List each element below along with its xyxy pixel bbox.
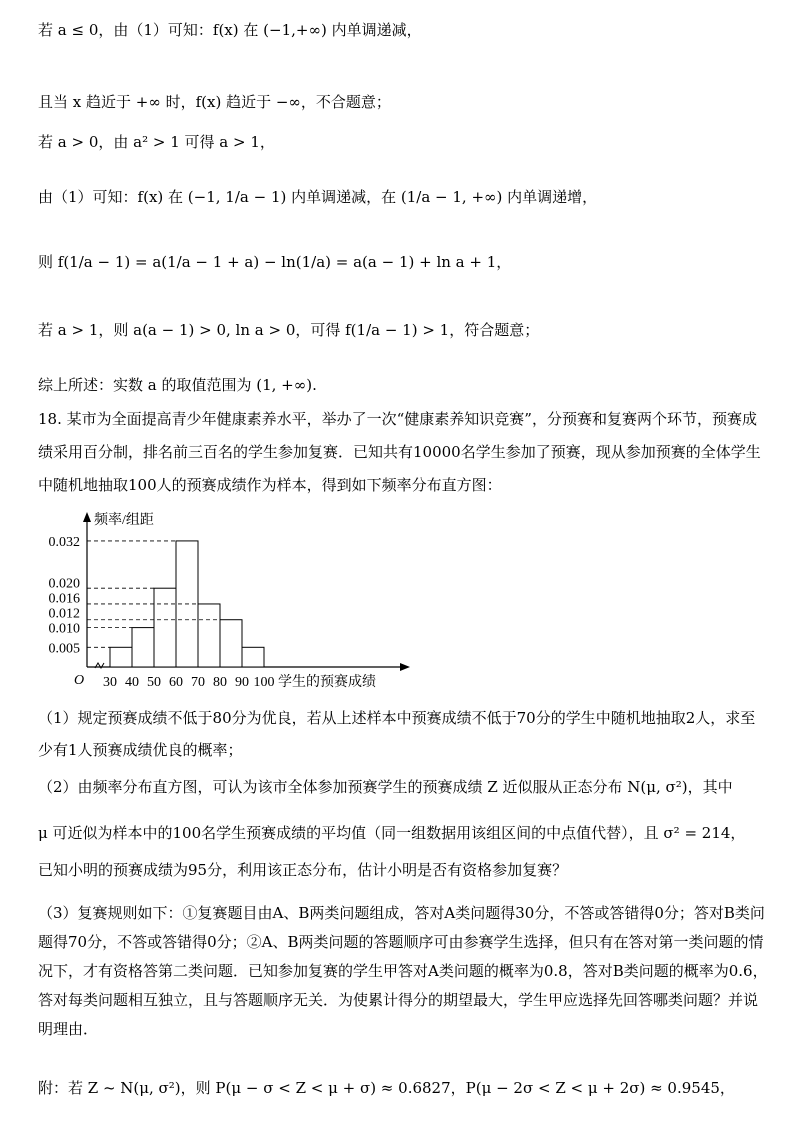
question-18-part-2a: （2）由频率分布直方图，可认为该市全体参加预赛学生的预赛成绩 Z 近似服从正态分布 N(μ, σ²)，其中 bbox=[38, 778, 733, 796]
x-tick-label: 90 bbox=[235, 675, 249, 690]
y-tick-label: 0.020 bbox=[48, 576, 80, 592]
question-18-intro: 18. 某市为全面提高青少年健康素养水平，举办了一次“健康素养知识竞赛”，分预赛和复赛两个环节，预赛成绩采用百分制，排名前三百名的学生参加复赛．已知共有10000名学生参加了预赛，现从参加预赛的全体学生中随机地抽取100人的预赛成绩作为样本，得到如下频率分布直方图： bbox=[38, 410, 761, 494]
frequency-histogram bbox=[0, 500, 420, 700]
x-tick-label: 40 bbox=[125, 675, 139, 690]
y-tick-label: 0.012 bbox=[48, 606, 80, 622]
x-tick-label: 50 bbox=[147, 675, 161, 690]
y-axis-label: 频率/组距 bbox=[94, 513, 154, 528]
appendix-note: 附：若 Z ~ N(μ, σ²)，则 P(μ − σ < Z < μ + σ) ≈ 0.6827，P(μ − 2σ < Z < μ + 2σ) ≈ 0.9545， bbox=[38, 1079, 735, 1097]
histogram-bar bbox=[198, 604, 220, 667]
text-line: 若 a > 1，则 a(a − 1) > 0, ln a > 0，可得 f(1/a − 1) > 1，符合题意； bbox=[38, 321, 540, 339]
text-line: 则 f(1/a − 1) = a(1/a − 1 + a) − ln(1/a) = a(a − 1) + ln a + 1， bbox=[38, 253, 512, 271]
text-line: 若 a ≤ 0，由（1）可知：f(x) 在 (−1,+∞) 内单调递减， bbox=[38, 21, 422, 39]
x-axis-label: 学生的预赛成绩 bbox=[278, 675, 376, 690]
x-tick-label: 70 bbox=[191, 675, 205, 690]
text-line: 由（1）可知：f(x) 在 (−1, 1/a − 1) 内单调递减，在 (1/a − 1, +∞) 内单调递增， bbox=[38, 188, 598, 206]
x-tick-label: 60 bbox=[169, 675, 183, 690]
histogram-bar bbox=[132, 628, 154, 667]
y-tick-label: 0.005 bbox=[48, 641, 80, 657]
histogram-bar bbox=[220, 620, 242, 667]
question-18-part-1: （1）规定预赛成绩不低于80分为优良，若从上述样本中预赛成绩不低于70分的学生中随机地抽取2人，求至少有1人预赛成绩优良的概率； bbox=[38, 709, 756, 759]
y-tick-label: 0.032 bbox=[48, 534, 80, 550]
x-axis-arrow-icon bbox=[400, 663, 410, 671]
histogram-bar bbox=[242, 647, 264, 667]
question-18-part-2c: 已知小明的预赛成绩为95分，利用该正态分布，估计小明是否有资格参加复赛？ bbox=[38, 861, 568, 879]
x-tick-label: 30 bbox=[103, 675, 117, 690]
y-tick-label: 0.010 bbox=[48, 621, 80, 637]
text-line: 综上所述：实数 a 的取值范围为 (1, +∞). bbox=[38, 376, 317, 394]
question-18-part-3: （3）复赛规则如下：①复赛题目由A、B两类问题组成，答对A类问题得30分，不答或答错得0分；答对B类问题得70分，不答或答错得0分；②A、B两类问题的答题顺序可由参赛学生选择，但只有在答对第一类问题的情况下，才有资格答第二类问题．已知参加复赛的学生甲答对A类问题的概率为0.8，答对B类问题的概率为0.6，答对每类问题相互独立，且与答题顺序无关．为使累计得分的期望最大，学生甲应选择先回答哪类问题？并说明理由． bbox=[38, 904, 768, 1038]
y-axis-arrow-icon bbox=[83, 512, 91, 522]
histogram-bar bbox=[154, 588, 176, 667]
histogram-bar bbox=[110, 647, 132, 667]
question-18-part-2b: μ 可近似为样本中的100名学生预赛成绩的平均值（同一组数据用该组区间的中点值代替），且 σ² = 214， bbox=[38, 824, 746, 842]
text-line: 且当 x 趋近于 +∞ 时，f(x) 趋近于 −∞，不合题意； bbox=[38, 93, 391, 111]
text-line: 若 a > 0，由 a² > 1 可得 a > 1， bbox=[38, 133, 275, 151]
y-tick-label: 0.016 bbox=[48, 591, 80, 607]
origin-label: O bbox=[74, 673, 85, 688]
x-tick-label: 100 bbox=[253, 675, 275, 690]
x-tick-label: 80 bbox=[213, 675, 227, 690]
